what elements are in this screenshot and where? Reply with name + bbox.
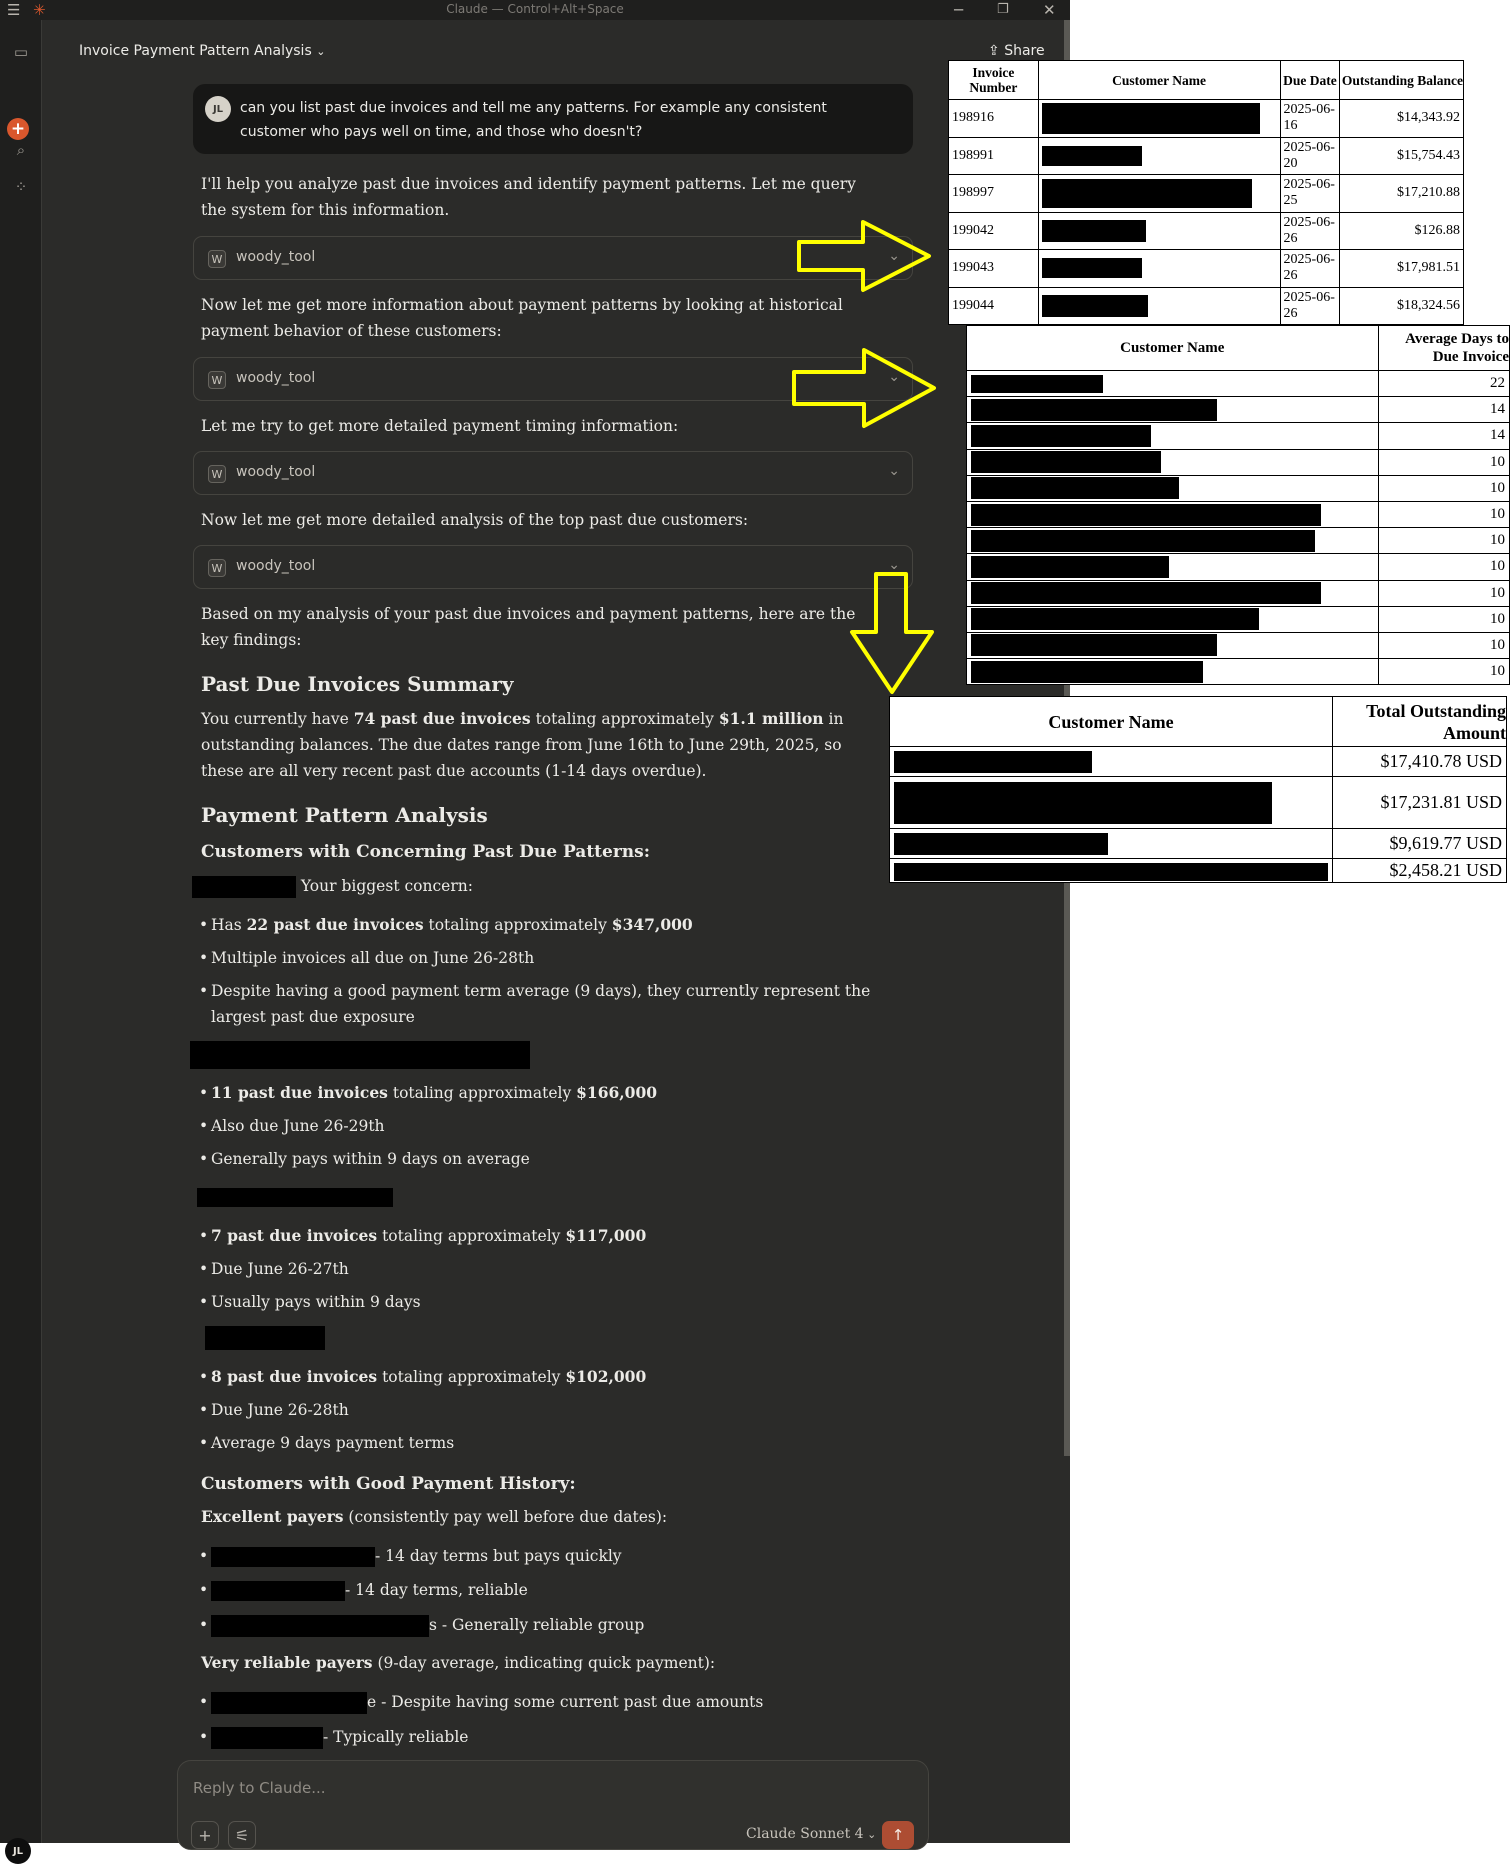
table-row: 10	[967, 501, 1510, 527]
redacted-customer-name	[197, 1188, 393, 1207]
reliable-payer-2: • - Typically reliable	[211, 1724, 881, 1750]
average-days-header: Average Days to Due Invoice	[1378, 326, 1509, 371]
conversation-title[interactable]: Invoice Payment Pattern Analysis ⌄	[79, 43, 326, 59]
table-row: 10	[967, 528, 1510, 554]
redacted-customer-name	[971, 608, 1259, 630]
average-days-table	[966, 325, 1510, 685]
redacted-customer-name	[971, 556, 1169, 578]
share-icon: ⇪	[988, 43, 1000, 59]
summary-heading: Past Due Invoices Summary	[201, 672, 514, 696]
minimize-icon[interactable]: ─	[954, 1, 964, 19]
claude-logo-icon: ✳	[33, 1, 46, 19]
table-row: 198991 2025-06-20 $15,754.43	[949, 137, 1464, 175]
restore-icon[interactable]: ❐	[997, 2, 1009, 17]
redacted-customer-name	[971, 425, 1151, 447]
projects-icon[interactable]: ⁘	[14, 178, 28, 196]
user-message-text: can you list past due invoices and tell me any patterns. For example any consistent customer who pays well on time, and those who doesn't?	[240, 100, 827, 140]
chevron-down-icon: ⌄	[863, 1828, 877, 1841]
reliable-payer-1: • e - Despite having some current past due amounts	[211, 1689, 881, 1715]
concerning-heading: Customers with Concerning Past Due Patterns:	[201, 842, 651, 862]
table-row: 199044 2025-06-26 $18,324.56	[949, 287, 1464, 325]
reliable-payers-label: Very reliable payers (9-day average, indicating quick payment):	[201, 1653, 716, 1672]
close-icon[interactable]: ✕	[1043, 1, 1056, 19]
concern-4-bullet-1: • 8 past due invoices totaling approximately $102,000	[211, 1364, 881, 1390]
table-row: 10	[967, 606, 1510, 632]
table-row: 10	[967, 632, 1510, 658]
concern-2-bullet-2: • Also due June 26-29th	[211, 1113, 881, 1139]
due-date-header: Due Date	[1280, 61, 1340, 100]
tools-button[interactable]	[228, 1821, 256, 1849]
hamburger-menu-icon[interactable]: ☰	[7, 1, 21, 19]
table-row: 10	[967, 659, 1510, 685]
assistant-step-4: Now let me get more detailed analysis of the top past due customers:	[201, 511, 749, 529]
redacted-customer-name	[205, 1326, 325, 1350]
redacted-customer-name	[971, 399, 1217, 421]
excellent-payer-1: • - 14 day terms but pays quickly	[211, 1543, 881, 1569]
assistant-step-3: Let me try to get more detailed payment timing information:	[201, 417, 679, 435]
tool-icon: W	[208, 250, 226, 268]
redacted-customer-name	[211, 1615, 429, 1637]
concern-2-bullet-1: • 11 past due invoices totaling approximately $166,000	[211, 1080, 881, 1106]
send-button[interactable]	[882, 1821, 914, 1849]
summary-paragraph: You currently have 74 past due invoices totaling approximately $1.1 million in outstanding balances. The due dates range from June 16th to June 29th, 2025, so these are all very recent past due accounts (1-14 days overdue).	[201, 709, 844, 780]
table-row: 199042 2025-06-26 $126.88	[949, 212, 1464, 250]
table-row: 198916 2025-06-16 $14,343.92	[949, 100, 1464, 138]
user-message	[193, 84, 913, 154]
window-title: Claude — Control+Alt+Space	[446, 2, 624, 16]
assistant-intro: I'll help you analyze past due invoices and identify payment patterns. Let me query the system for this information.	[201, 175, 856, 219]
redacted-customer-name	[971, 451, 1161, 473]
tool-name: woody_tool	[236, 558, 316, 574]
table-row: 198997 2025-06-25 $17,210.88	[949, 175, 1464, 213]
customer-name-header: Customer Name	[1038, 61, 1280, 100]
search-icon[interactable]: ⌕	[16, 141, 26, 159]
sidebar	[0, 20, 42, 1857]
chevron-down-icon: ⌄	[888, 557, 900, 573]
table-row: $2,458.21 USD	[890, 859, 1507, 883]
total-outstanding-header: Total Outstanding Amount	[1333, 697, 1507, 747]
concern-4-bullet-3: • Average 9 days payment terms	[211, 1430, 881, 1456]
customer-name-header: Customer Name	[890, 697, 1333, 747]
concern-2-bullet-3: • Generally pays within 9 days on average	[211, 1146, 881, 1172]
redacted-customer-name	[971, 504, 1321, 526]
redacted-customer-name	[894, 863, 1328, 881]
tool-call-4[interactable]	[193, 545, 913, 589]
excellent-payers-label: Excellent payers (consistently pay well before due dates):	[201, 1507, 668, 1526]
table-row: 10	[967, 475, 1510, 501]
redacted-customer-name	[1042, 220, 1146, 242]
excellent-payer-2: • - 14 day terms, reliable	[211, 1577, 881, 1603]
redacted-customer-name	[971, 375, 1103, 393]
outstanding-balance-header: Outstanding Balance	[1340, 61, 1464, 100]
invoice-table	[948, 60, 1464, 325]
chevron-down-icon: ⌄	[888, 248, 900, 264]
redacted-customer-name	[211, 1581, 345, 1601]
title-bar	[0, 0, 1070, 20]
table-row: 14	[967, 423, 1510, 449]
redacted-customer-name	[211, 1692, 367, 1714]
arrow-right-icon	[790, 346, 940, 430]
tool-icon: W	[208, 465, 226, 483]
redacted-customer-name	[971, 661, 1203, 683]
new-chat-button[interactable]: +	[7, 118, 29, 140]
good-history-heading: Customers with Good Payment History:	[201, 1474, 576, 1494]
customer-name-header: Customer Name	[967, 326, 1379, 371]
redacted-customer-name	[211, 1547, 375, 1567]
redacted-customer-name	[971, 582, 1321, 604]
share-button[interactable]: ⇪ Share	[988, 43, 1045, 59]
total-outstanding-table	[889, 696, 1507, 883]
redacted-customer-name	[894, 782, 1272, 824]
redacted-customer-name	[971, 634, 1217, 656]
concern-3-bullet-1: • 7 past due invoices totaling approximately $117,000	[211, 1223, 881, 1249]
model-selector[interactable]: Claude Sonnet 4 ⌄	[746, 1826, 877, 1842]
concern-1-bullet-3: • Despite having a good payment term average (9 days), they currently represent the largest past due exposure	[211, 978, 881, 1030]
redacted-customer-name	[894, 751, 1092, 773]
tool-name: woody_tool	[236, 464, 316, 480]
redacted-customer-name	[971, 477, 1179, 499]
tool-icon: W	[208, 559, 226, 577]
sliders-icon: ⚟	[234, 1825, 250, 1845]
redacted-customer-name	[1042, 146, 1142, 166]
redacted-customer-name	[894, 833, 1108, 855]
redacted-customer-name	[971, 530, 1315, 552]
arrow-down-icon	[848, 570, 936, 696]
composer[interactable]	[177, 1760, 929, 1850]
table-row: $17,231.81 USD	[890, 777, 1507, 829]
tool-call-3[interactable]	[193, 451, 913, 495]
tool-name: woody_tool	[236, 249, 316, 265]
chevron-down-icon: ⌄	[888, 463, 900, 479]
redacted-customer-name	[1042, 103, 1260, 134]
tool-icon: W	[208, 371, 226, 389]
table-row: $9,619.77 USD	[890, 829, 1507, 859]
excellent-payer-3: • s - Generally reliable group	[211, 1612, 881, 1638]
table-row: 14	[967, 397, 1510, 423]
concern-3-bullet-2: • Due June 26-27th	[211, 1256, 881, 1282]
add-attachment-button[interactable]	[191, 1821, 219, 1849]
invoice-number-header: Invoice Number	[949, 61, 1039, 100]
table-row: $17,410.78 USD	[890, 747, 1507, 777]
plus-icon: +	[198, 1825, 212, 1845]
user-message-avatar: JL	[205, 96, 231, 122]
redacted-customer-name	[1042, 258, 1142, 278]
reply-input[interactable]: Reply to Claude...	[193, 1779, 326, 1797]
pattern-heading: Payment Pattern Analysis	[201, 803, 488, 827]
concern-1-bullet-2: • Multiple invoices all due on June 26-28th	[211, 945, 881, 971]
assistant-step-2: Now let me get more information about payment patterns by looking at historical payment behavior of these customers:	[201, 296, 843, 340]
redacted-customer-name	[1042, 295, 1148, 317]
chevron-down-icon: ⌄	[888, 369, 900, 385]
redacted-customer-name	[192, 876, 296, 898]
table-row: 199043 2025-06-26 $17,981.51	[949, 250, 1464, 288]
table-row: 10	[967, 580, 1510, 606]
concern-1-title: Your biggest concern:	[192, 873, 872, 899]
chevron-down-icon: ⌄	[316, 45, 326, 58]
user-avatar[interactable]: JL	[5, 1838, 31, 1864]
sidebar-toggle-icon[interactable]: ▭	[13, 43, 29, 61]
assistant-findings-intro: Based on my analysis of your past due invoices and payment patterns, here are the key findings:	[201, 605, 856, 649]
concern-4-bullet-2: • Due June 26-28th	[211, 1397, 881, 1423]
concern-3-bullet-3: • Usually pays within 9 days	[211, 1289, 881, 1315]
redacted-customer-name	[211, 1727, 323, 1749]
arrow-right-icon	[795, 218, 935, 294]
table-row: 22	[967, 371, 1510, 397]
redacted-customer-name	[190, 1041, 530, 1069]
concern-1-bullet-1: • Has 22 past due invoices totaling approximately $347,000	[211, 912, 881, 938]
arrow-up-icon: ↑	[891, 1826, 905, 1844]
redacted-customer-name	[1042, 179, 1252, 208]
table-row: 10	[967, 554, 1510, 580]
table-row: 10	[967, 449, 1510, 475]
tool-name: woody_tool	[236, 370, 316, 386]
